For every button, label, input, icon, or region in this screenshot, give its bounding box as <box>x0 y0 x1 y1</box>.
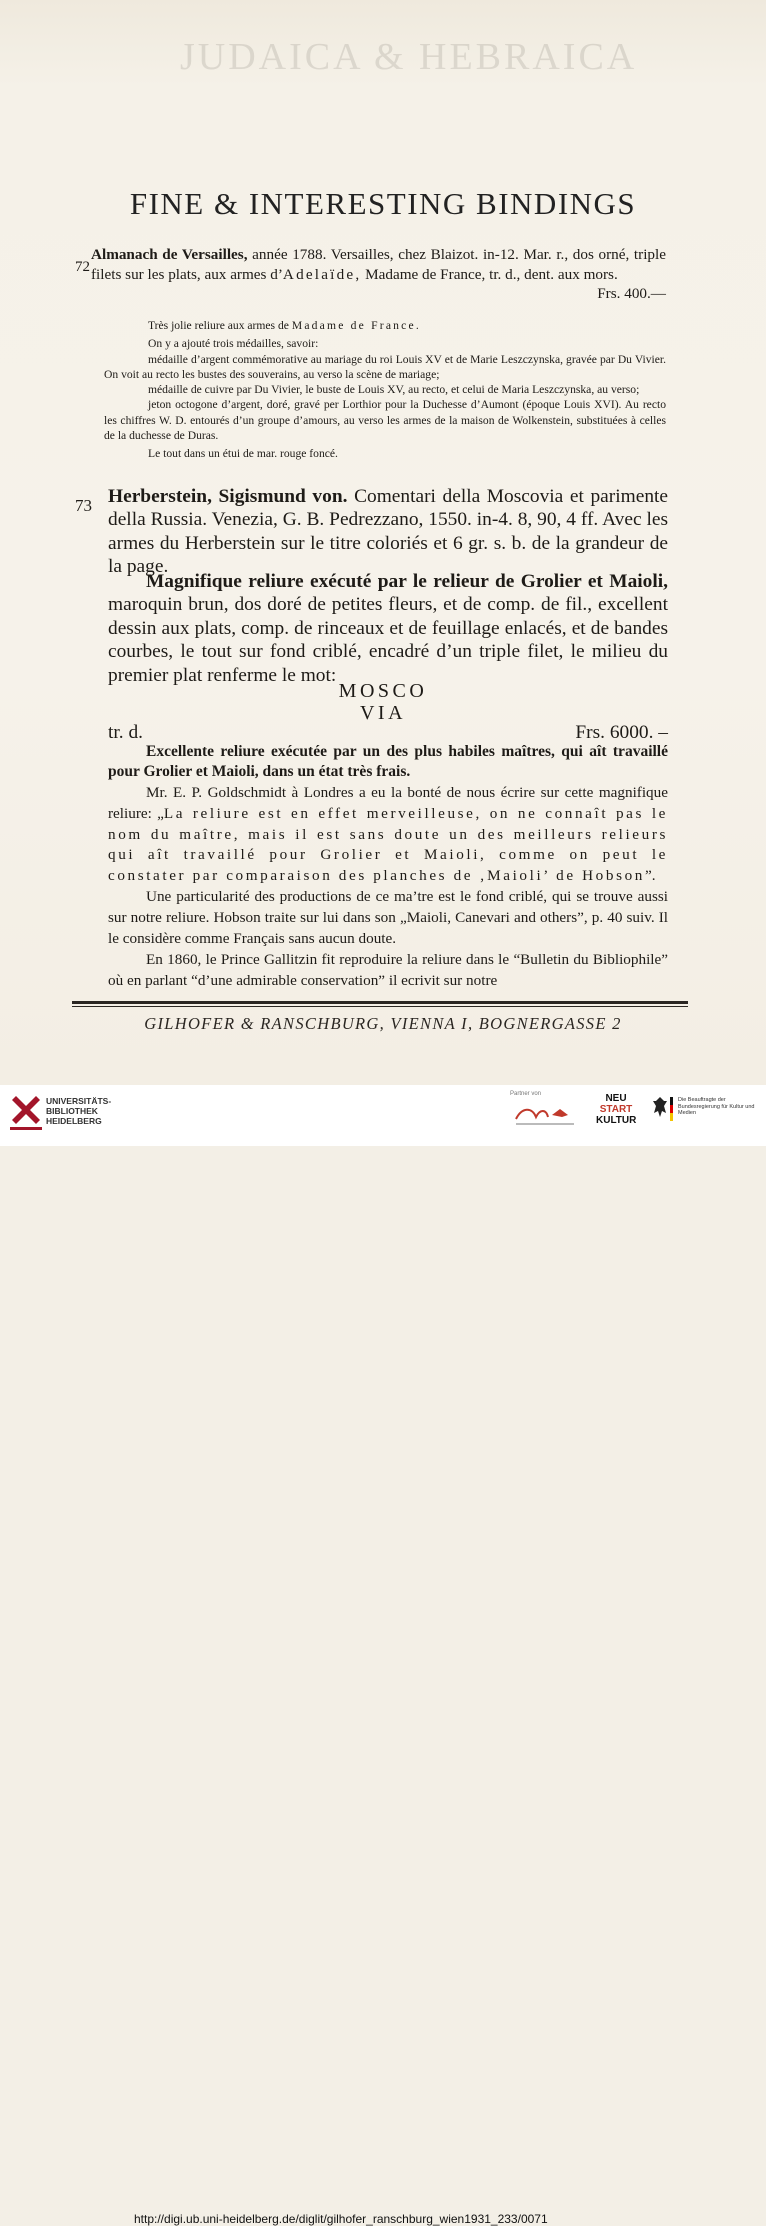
federal-eagle-icon <box>652 1095 668 1119</box>
page-title: FINE & INTERESTING BINDINGS <box>129 186 637 221</box>
entry-73-price: Frs. 6000. – <box>575 722 668 743</box>
entry-73-description <box>108 485 668 579</box>
university-library-label: UNIVERSITÄTS- BIBLIOTHEK HEIDELBERG <box>46 1096 112 1126</box>
entry-72-title: Almanach de Versailles, <box>91 246 248 263</box>
digitization-bar <box>0 1085 766 2226</box>
entry-73-title: Herberstein, Sigismund von. <box>108 486 348 507</box>
publisher-footer: GILHOFER & RANSCHBURG, VIENNA I, BOGNERGASSE 2 <box>144 1014 622 1033</box>
entry-72-note-line: médaille de cuivre par Du Vivier, le buste de Louis XV, au recto, et celui de Maria Leszczynska, au verso; <box>148 383 640 397</box>
german-flag-stripe <box>670 1097 673 1121</box>
entry-72-note: Très jolie reliure aux armes de Madame de France. <box>148 319 421 332</box>
federal-commissioner-logo <box>652 1089 764 1125</box>
entry-72-note-line: médaille d’argent commémorative au mariage du roi Louis XV et de Marie Leszczynska, gravée par Du Vivier. On voit au recto les bustes des souverains, au verso la scène de mariage; <box>104 352 666 381</box>
entry-number-72: 72 <box>75 259 90 275</box>
entry-72-note-line: On y a ajouté trois médailles, savoir: <box>148 337 319 351</box>
university-library-logo-icon <box>8 1094 44 1134</box>
source-url[interactable]: http://digi.ub.uni-heidelberg.de/diglit/gilhofer_ranschburg_wien1931_233/0071 <box>134 2212 548 2226</box>
entry-73-binding-text: maroquin brun, dos doré de petites fleurs, et de comp. de fil., excellent dessin aux plats, comp. de rinceaux et de feuillage enlacés, et de bandes courbes, le tout sur fond criblé, encadré d’un triple filet, le milieu du premier plat renferme le mot: <box>108 594 668 686</box>
partner-logo-icon <box>512 1099 582 1129</box>
entry-73-binding <box>108 570 668 687</box>
footer-rule-thin <box>72 1006 688 1007</box>
via-word: VIA <box>359 702 407 724</box>
entry-73-binding-lead: Magnifique reliure exécuté par le relieur de Grolier et Maioli, <box>146 571 668 592</box>
gallitzin-paragraph: En 1860, le Prince Gallitzin fit reproduire la reliure dans le “Bulletin du Bibliophile” où en parlant “d’une admirable conservation” il ecrivit sur notre <box>108 951 668 989</box>
entry-number-73: 73 <box>75 496 92 515</box>
partner-label: Partner von <box>510 1091 542 1097</box>
entry-72-note-line: Le tout dans un étui de mar. rouge foncé. <box>148 447 338 461</box>
entry-72-adelaide: Adelaïde, <box>282 265 362 283</box>
entry-72-text: année 1788. Versailles, chez Blaizot. in-12. Mar. r., dos orné, triple filets sur les plats, aux armes d’ <box>91 246 666 283</box>
federal-commissioner-label: Die Beauftragte der Bundesregierung für Kultur und Medien <box>678 1097 755 1116</box>
entry-73-trd: tr. d. <box>108 722 144 743</box>
bleed-through-text: JUDAICA & HEBRAICA <box>130 36 638 78</box>
entry-73-text: Comentari della Moscovia et parimente della Russia. Venezia, G. B. Pedrezzano, 1550. in-4. 8, 90, 4 ff. Avec les armes du Herberstein sur le titre coloriés et 6 gr. s. b. de la grandeur de la page. <box>108 486 669 578</box>
footer-rule-thick <box>72 1001 688 1004</box>
entry-72-note-line: jeton octogone d’argent, doré, gravé per Lorthior pour la Duchesse d’Aumont (époque Louis XVI). Au recto les chiffres W. D. entourés d’un groupe d’amours, au verso les armes de la maison de Wolkenstein, substituées à celles de la duchesse de Duras. <box>104 398 666 443</box>
catalogue-page <box>0 0 766 1085</box>
goldschmidt-paragraph: Mr. E. P. Goldschmidt à Londres a eu la bonté de nous écrire sur cette magnifique reliure: „La reliure est en effet merveilleuse, on ne connaît pas le nom du maître, mais il est sans doute un des meilleurs relieurs qui aît travaillé pour Grolier et Maioli, comme on peut le constater par comparaison des planches de ‚Maioli’ de Hobson”. <box>108 784 668 885</box>
entry-73-price-line <box>108 722 668 744</box>
entry-72-notes <box>104 318 666 462</box>
entry-72-price: Frs. 400.— <box>597 285 666 302</box>
entry-72-text-2: Madame de France, tr. d., dent. aux mors. <box>361 265 618 283</box>
entry-73-excellente: Excellente reliure exécutée par un des plus habiles maîtres, qui aît travaillé pour Grolier et Maioli, dans un état très frais. <box>108 743 668 780</box>
particularite-paragraph: Une particularité des productions de ce ma’tre est le fond criblé, qui se trouve aussi sur notre reliure. Hobson traite sur lui dans son „Maioli, Canevari and others”, p. 40 suiv. Il le considère comme Français sans aucun doute. <box>108 888 668 947</box>
neustart-kultur-logo: NEU START KULTUR <box>596 1093 637 1126</box>
entry-72-description <box>91 245 666 304</box>
mosco-word: MOSCO <box>338 680 428 702</box>
